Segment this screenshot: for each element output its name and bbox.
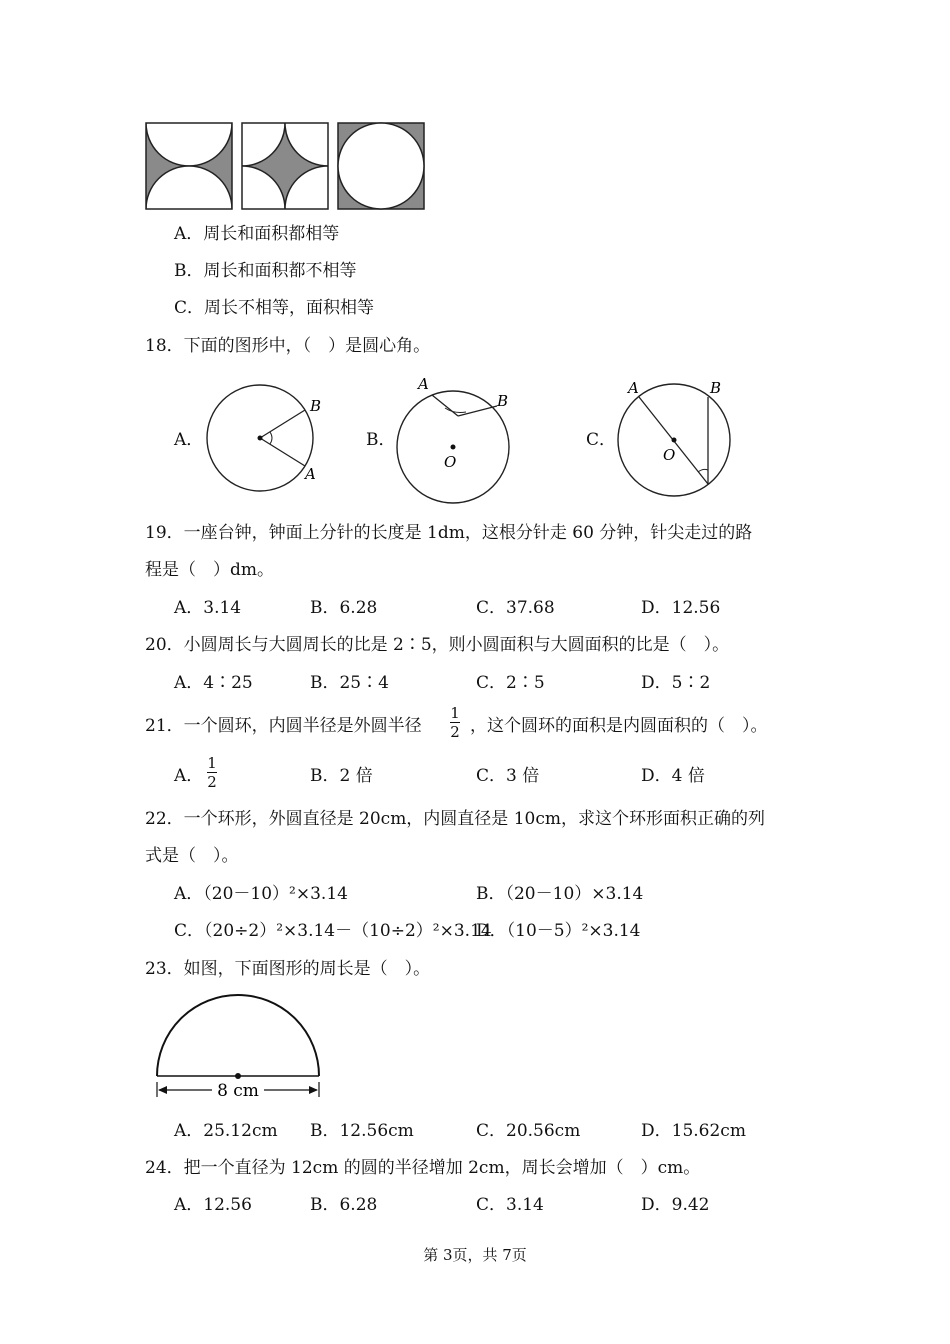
q21-stem-part2: ，这个圆环的面积是内圆面积的（ ）。 [470,716,768,736]
q20-option-a[interactable]: A．4∶25 [174,673,253,693]
q24-option-d[interactable]: D．9.42 [641,1195,710,1215]
fraction-denominator: 2 [450,723,460,741]
q24-option-a[interactable]: A．12.56 [174,1195,252,1215]
q21-stem-part1: 21．一个圆环，内圆半径是外圆半径 [145,716,422,736]
q18-figure-b [390,372,520,507]
fraction-numerator: 1 [450,704,460,722]
square-figure-3 [338,123,424,209]
q19-option-d[interactable]: D．12.56 [641,598,721,618]
q21-option-b[interactable]: B．2 倍 [310,766,373,786]
q20-option-c[interactable]: C．2∶5 [476,673,545,693]
point-label-o: O [663,446,676,464]
q24-stem: 24．把一个直径为 12cm 的圆的半径增加 2cm，周长会增加（ ）cm。 [145,1158,701,1178]
q18-option-a-label[interactable]: A． [174,430,204,450]
q24-option-b[interactable]: B．6.28 [310,1195,378,1215]
point-label-b: B [310,397,322,415]
q21-option-a-label[interactable]: A． [174,766,204,786]
q18-figure-c [608,374,743,504]
q21-option-c[interactable]: C．3 倍 [476,766,540,786]
q23-option-a[interactable]: A．25.12cm [174,1121,278,1141]
point-label-o: O [444,453,457,471]
point-label-a: A [418,375,429,393]
q20-option-d[interactable]: D．5∶2 [641,673,711,693]
fraction-denominator: 2 [207,773,217,791]
q21-option-a-fraction [207,755,217,790]
q22-stem-line1: 22．一个环形，外圆直径是 20cm，内圆直径是 10cm，求这个环形面积正确的列 [145,809,765,829]
q17-option-a[interactable]: A．周长和面积都相等 [174,224,340,244]
q22-option-a[interactable]: A．（20－10）²×3.14 [174,884,348,904]
point-label-b: B [710,379,722,397]
q17-option-c[interactable]: C．周长不相等，面积相等 [174,298,375,318]
q19-option-a[interactable]: A．3.14 [174,598,242,618]
point-label-b: B [497,392,509,410]
q23-option-c[interactable]: C．20.56cm [476,1121,581,1141]
q21-option-d[interactable]: D．4 倍 [641,766,705,786]
q18-option-b-label[interactable]: B． [366,430,396,450]
q23-option-d[interactable]: D．15.62cm [641,1121,746,1141]
q23-semicircle-figure [150,990,330,1102]
point-label-a: A [305,465,316,483]
q22-option-d[interactable]: D．（10－5）²×3.14 [476,921,641,941]
point-label-a: A [628,379,639,397]
q23-option-b[interactable]: B．12.56cm [310,1121,414,1141]
q22-stem-line2: 式是（ ）。 [145,846,239,866]
q23-stem: 23．如图，下面图形的周长是（ ）。 [145,959,431,979]
q18-stem: 18．下面的图形中，（ ）是圆心角。 [145,336,431,356]
q19-stem-line2: 程是（ ）dm。 [145,560,275,580]
q18-option-c-label[interactable]: C． [586,430,617,450]
q22-option-c[interactable]: C．（20÷2）²×3.14－（10÷2）²×3.14 [174,921,492,941]
q17-option-b[interactable]: B．周长和面积都不相等 [174,261,357,281]
fraction-numerator: 1 [207,754,217,772]
q20-option-b[interactable]: B．25∶4 [310,673,389,693]
q22-option-b[interactable]: B．（20－10）×3.14 [476,884,644,904]
q20-stem: 20．小圆周长与大圆周长的比是 2∶5，则小圆面积与大圆面积的比是（ ）。 [145,635,730,655]
q19-option-b[interactable]: B．6.28 [310,598,378,618]
q21-fraction [450,705,460,740]
q18-figure-a [200,382,330,502]
q24-option-c[interactable]: C．3.14 [476,1195,544,1215]
diameter-label: 8 cm [217,1081,259,1101]
q19-stem-line1: 19．一座台钟，钟面上分针的长度是 1dm，这根分针走 60 分钟，针尖走过的路 [145,523,753,543]
q17-figures [140,118,435,213]
q19-option-c[interactable]: C．37.68 [476,598,555,618]
square-figure-1 [146,118,232,213]
page-footer: 第 3页，共 7页 [423,1246,527,1264]
